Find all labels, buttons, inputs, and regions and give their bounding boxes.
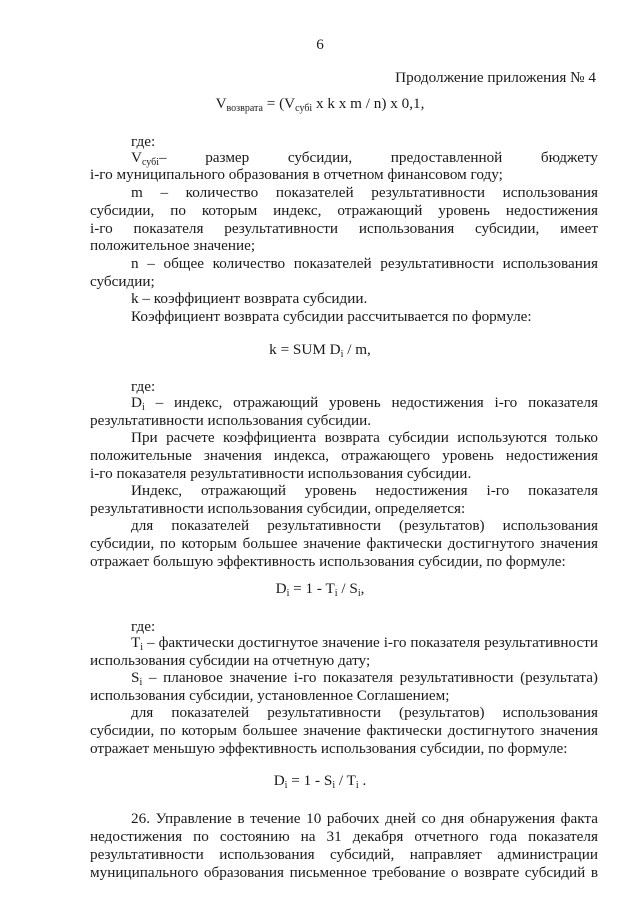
- def-d-line1: $D_i$ – индекс, отражающий уровень недостижения i-го показателя: [131, 394, 598, 413]
- def-t-line2: использования субсидии на отчетную дату;: [90, 652, 371, 669]
- para3-line3: отражает большую эффективность использования субсидии, по формуле:: [90, 553, 566, 570]
- def-m-line1: m – количество показателей результативности использования: [131, 184, 598, 201]
- para2-line1: Индекс, отражающий уровень недостижения i-го показателя: [131, 482, 598, 499]
- def-m-line4: положительное значение;: [90, 237, 256, 254]
- para1-line1: При расчете коэффициента возврата субсидии используются только: [131, 429, 598, 446]
- def-v-line2: i-го муниципального образования в отчетном финансовом году;: [90, 166, 503, 183]
- formula-d-inverse: $D_i = 1 - S_i / T_i$ .: [273, 772, 367, 791]
- def-s-line2: использования субсидии, установленное Соглашением;: [90, 687, 450, 704]
- page-number: 6: [316, 36, 324, 53]
- where-label-1: где:: [131, 133, 156, 150]
- para2-line2: результативности использования субсидии, определяется:: [90, 500, 466, 517]
- para5-line1: 26. Управление в течение 10 рабочих дней со дня обнаружения факта: [131, 810, 598, 827]
- formula-d-direct: $D_i = 1 - T_i / S_i$,: [275, 580, 365, 599]
- para4-line1: для показателей результативности (результатов) использования: [131, 704, 598, 721]
- para5-line2: недостижения по состоянию на 31 декабря отчетного года показателя: [90, 828, 598, 845]
- def-n-line1: n – общее количество показателей результативности использования: [131, 255, 598, 272]
- formula-k: k = SUM $D_i$ / m,: [269, 341, 371, 360]
- def-v-line1: $V_{субi}-$ размер субсидии, предоставленной бюджету: [131, 149, 598, 168]
- def-k: k – коэффициент возврата субсидии.: [131, 290, 368, 307]
- appendix-continuation: Продолжение приложения № 4: [395, 69, 596, 86]
- para4-line2: субсидии, по которым большее значение фактически достигнутого значения: [90, 722, 598, 739]
- def-t-line1: $T_i$ – фактически достигнутое значение i-го показателя результативности: [131, 634, 598, 653]
- def-m-line3: i-го показателя результативности использования субсидии, имеет: [90, 220, 598, 237]
- para4-line3: отражает меньшую эффективность использования субсидии, по формуле:: [90, 740, 568, 757]
- k-formula-intro: Коэффициент возврата субсидии рассчитывается по формуле:: [131, 308, 532, 325]
- def-s-line1: $S_i$ – плановое значение i-го показателя результативности (результата): [131, 669, 598, 688]
- para3-line1: для показателей результативности (результатов) использования: [131, 517, 598, 534]
- def-d-line2: результативности использования субсидии.: [90, 412, 372, 429]
- para5-line4: муниципального образования письменное требование о возврате субсидий в: [90, 864, 598, 881]
- where-label-2: где:: [131, 378, 156, 395]
- para1-line3: i-го показателя результативности использования субсидии.: [90, 465, 472, 482]
- def-n-line2: субсидии;: [90, 273, 155, 290]
- para1-line2: положительные значения индекса, отражающего уровень недостижения: [90, 447, 598, 464]
- formula-v-return: $V_{возврата} = (V_{субi}$ x k x m / n) x 0,1,: [215, 95, 425, 114]
- para5-line3: результативности использования субсидий, направляет администрации: [90, 846, 598, 863]
- para3-line2: субсидии, по которым большее значение фактически достигнутого значения: [90, 535, 598, 552]
- where-label-3: где:: [131, 618, 156, 635]
- def-m-line2: субсидии, по которым индекс, отражающий уровень недостижения: [90, 202, 598, 219]
